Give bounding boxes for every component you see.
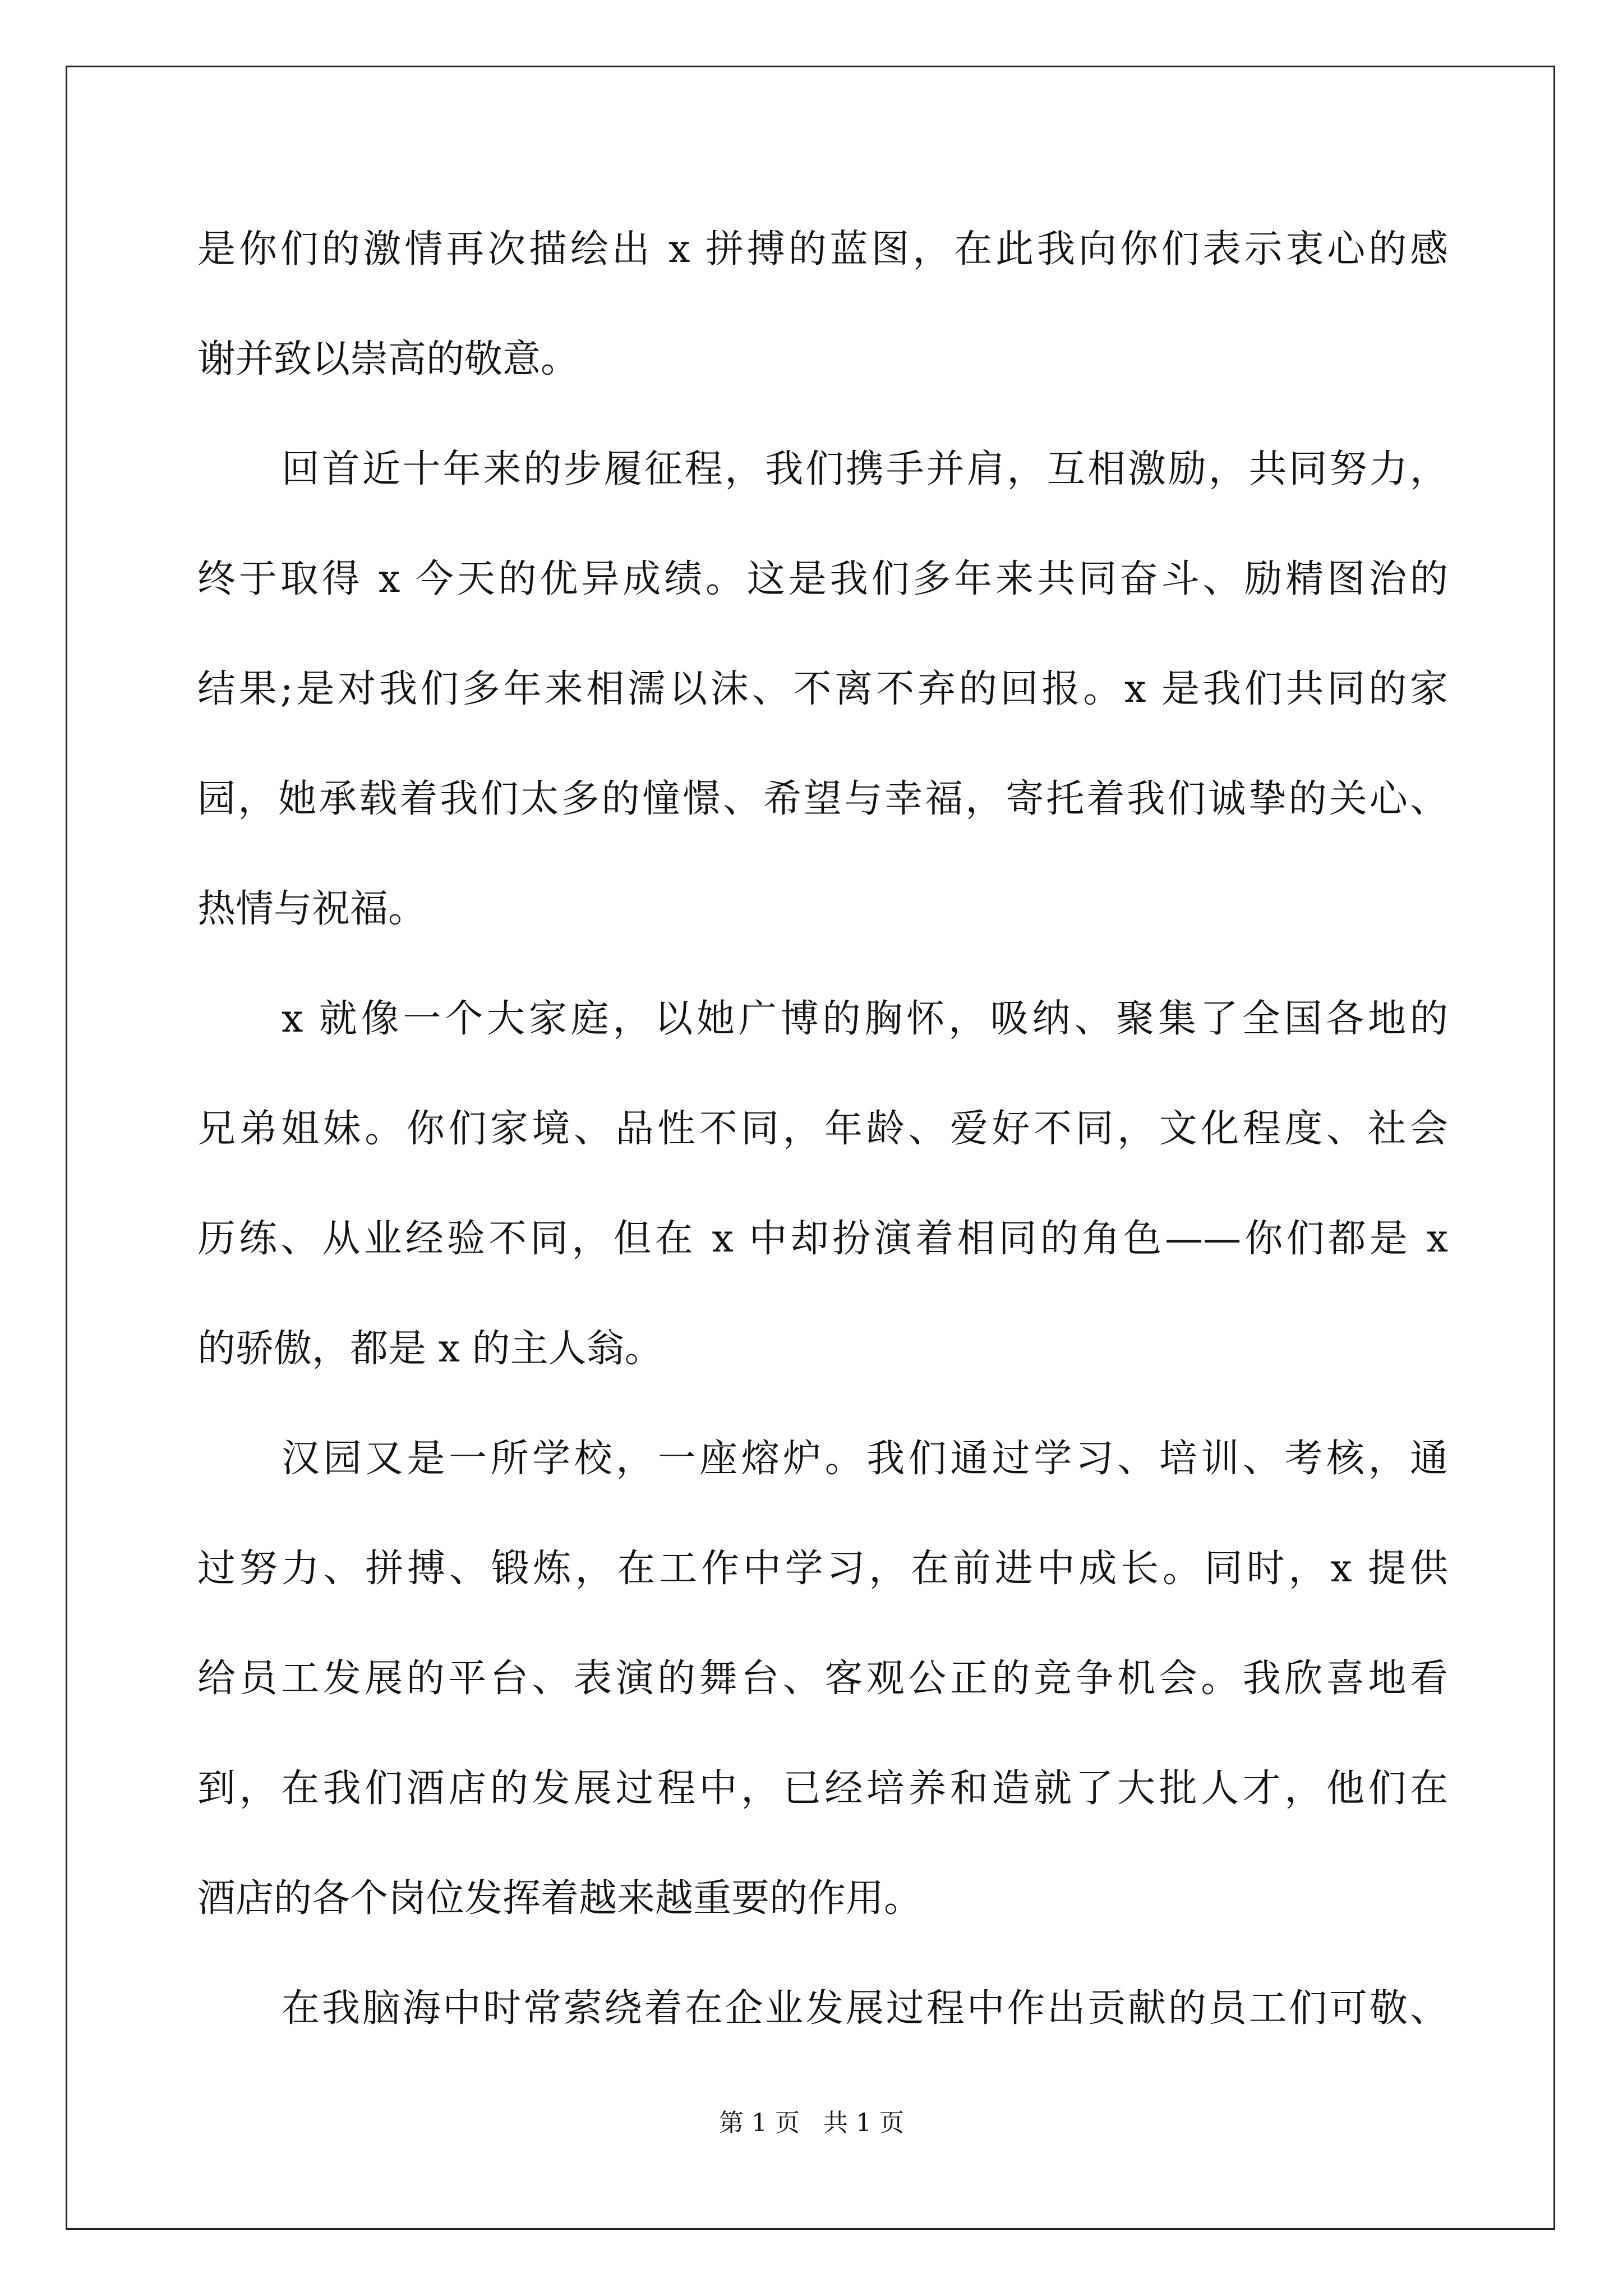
text-line: 是你们的激情再次描绘出 x 拼搏的蓝图，在此我向你们表示衷心的感: [197, 227, 1448, 272]
text-line: 到，在我们酒店的发展过程中，已经培养和造就了大批人才，他们在: [197, 1766, 1448, 1811]
document-body: [197, 222, 1448, 2091]
text-line: 的骄傲，都是 x 的主人翁。: [197, 1327, 663, 1371]
text-line: 给员工发展的平台、表演的舞台、客观公正的竞争机会。我欣喜地看: [197, 1657, 1448, 1701]
text-line: 兄弟姐妹。你们家境、品性不同，年龄、爱好不同，文化程度、社会: [197, 1107, 1448, 1151]
text-line: 历练、从业经验不同，但在 x 中却扮演着相同的角色——你们都是 x: [197, 1217, 1448, 1261]
page-footer: 第 1 页 共 1 页: [719, 2109, 904, 2137]
paragraph-first-line: 回首近十年来的步履征程，我们携手并肩，互相激励，共同努力，: [282, 447, 1448, 491]
text-line: 园，她承载着我们太多的憧憬、希望与幸福，寄托着我们诚挚的关心、: [197, 777, 1448, 821]
text-line: 终于取得 x 今天的优异成绩。这是我们多年来共同奋斗、励精图治的: [197, 557, 1448, 601]
text-line: 过努力、拼搏、锻炼，在工作中学习，在前进中成长。同时，x 提供: [197, 1547, 1448, 1591]
text-line: 热情与祝福。: [197, 887, 427, 931]
paragraph-first-line: 汉园又是一所学校，一座熔炉。我们通过学习、培训、考核，通: [282, 1437, 1448, 1481]
paragraph-first-line: x 就像一个大家庭，以她广博的胸怀，吸纳、聚集了全国各地的: [282, 997, 1448, 1041]
text-line: 结果;是对我们多年来相濡以沫、不离不弃的回报。x 是我们共同的家: [197, 667, 1448, 711]
text-line: 酒店的各个岗位发挥着越来越重要的作用。: [197, 1876, 923, 1921]
paragraph-first-line: 在我脑海中时常萦绕着在企业发展过程中作出贡献的员工们可敬、: [282, 1986, 1448, 2031]
text-line: 谢并致以崇高的敬意。: [197, 337, 579, 381]
